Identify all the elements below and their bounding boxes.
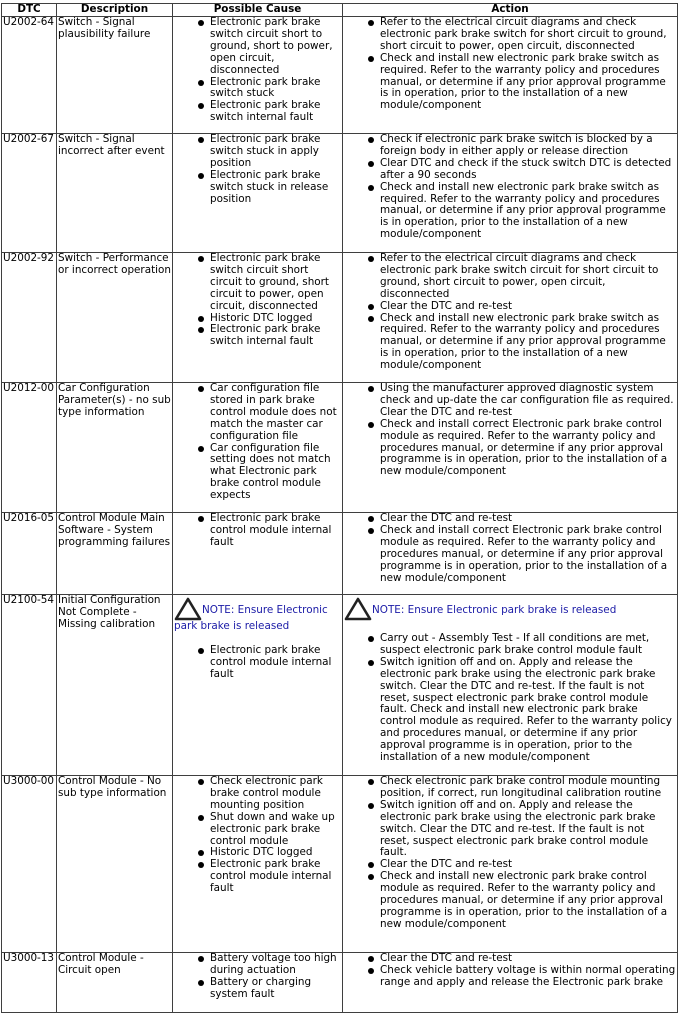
action-cell (343, 953, 678, 1013)
cause-cell (173, 953, 343, 1013)
action-item: Check and install new electronic park brake control module as required. Refer to the warranty policy and procedures manual, or determine if any prior approval programme is in operation, prior to the installation of a new module/component (380, 871, 676, 931)
cause-cell (173, 513, 343, 595)
cause-item: Electronic park brake switch stuck in release position (210, 170, 341, 206)
table-row (2, 134, 678, 253)
header-possible-cause: Possible Cause (173, 4, 343, 17)
action-list (344, 17, 676, 112)
dtc-description: Initial Configuration Not Complete - Missing calibration (57, 595, 173, 776)
cause-item: Electronic park brake switch circuit short circuit to ground, short circuit to power, open circuit, disconnected (210, 253, 341, 313)
action-list (344, 776, 676, 931)
dtc-code: U2002-67 (2, 134, 57, 253)
action-item: Check and install new electronic park brake switch as required. Refer to the warranty policy and procedures manual, or determine if any prior approval programme is in operation, prior to the installation of a new module/component (380, 182, 676, 242)
cause-list (174, 383, 341, 502)
header-dtc: DTC (2, 4, 57, 17)
cause-item: Shut down and wake up electronic park brake control module (210, 812, 341, 848)
warning-triangle-icon (174, 597, 202, 621)
action-note (344, 597, 676, 621)
dtc-description: Control Module Main Software - System programming failures (57, 513, 173, 595)
table-row (2, 776, 678, 953)
action-cell (343, 383, 678, 513)
cause-item: Electronic park brake control module internal fault (210, 513, 341, 549)
cause-item: Electronic park brake control module internal fault (210, 859, 341, 895)
dtc-code: U2016-05 (2, 513, 57, 595)
dtc-description: Control Module - No sub type information (57, 776, 173, 953)
cause-item: Battery voltage too high during actuation (210, 953, 341, 977)
cause-cell (173, 17, 343, 134)
dtc-description: Control Module - Circuit open (57, 953, 173, 1013)
cause-item: Electronic park brake switch internal fault (210, 100, 341, 124)
table-header-row (2, 4, 678, 17)
action-list (344, 383, 676, 478)
action-item: Refer to the electrical circuit diagrams and check electronic park brake switch for short circuit to ground, short circuit to power, open circuit, disconnected (380, 17, 676, 53)
cause-item: Electronic park brake switch circuit short to ground, short to power, open circuit, disconnected (210, 17, 341, 77)
action-cell (343, 595, 678, 776)
dtc-code: U2100-54 (2, 595, 57, 776)
dtc-code: U3000-13 (2, 953, 57, 1013)
cause-cell (173, 383, 343, 513)
dtc-code: U2012-00 (2, 383, 57, 513)
cause-cell (173, 595, 343, 776)
table-row (2, 383, 678, 513)
table-row (2, 17, 678, 134)
cause-list (174, 776, 341, 895)
dtc-code: U3000-00 (2, 776, 57, 953)
action-cell (343, 17, 678, 134)
header-action: Action (343, 4, 678, 17)
cause-item: Electronic park brake control module internal fault (210, 645, 341, 681)
cause-item: Car configuration file setting does not match what Electronic park brake control module expects (210, 443, 341, 503)
action-list (344, 513, 676, 584)
table-row (2, 595, 678, 776)
action-item: Clear the DTC and re-test (380, 859, 676, 871)
cause-list (174, 134, 341, 205)
action-item: Using the manufacturer approved diagnostic system check and up-date the car configuration file as required. Clear the DTC and re-test (380, 383, 676, 419)
action-item: Check and install new electronic park brake switch as required. Refer to the warranty policy and procedures manual, or determine if any prior approval programme is in operation, prior to the installation of a new module/component (380, 53, 676, 113)
cause-item: Historic DTC logged (210, 847, 341, 859)
action-cell (343, 776, 678, 953)
dtc-description: Switch - Signal incorrect after event (57, 134, 173, 253)
cause-list (174, 645, 341, 681)
header-description: Description (57, 4, 173, 17)
table-row (2, 513, 678, 595)
action-list (344, 633, 676, 764)
dtc-description: Car Configuration Parameter(s) - no sub type information (57, 383, 173, 513)
action-cell (343, 513, 678, 595)
cause-note (174, 597, 341, 633)
action-cell (343, 253, 678, 383)
action-item: Check and install new electronic park brake switch as required. Refer to the warranty policy and procedures manual, or determine if any prior approval programme is in operation, prior to the installation of a new module/component (380, 313, 676, 373)
action-item: Carry out - Assembly Test - If all conditions are met, suspect electronic park brake control module fault (380, 633, 676, 657)
action-list (344, 134, 676, 241)
action-note-text: NOTE: Ensure Electronic park brake is released (372, 604, 617, 616)
cause-cell (173, 253, 343, 383)
action-cell (343, 134, 678, 253)
table-row (2, 253, 678, 383)
cause-item: Electronic park brake switch internal fault (210, 324, 341, 348)
dtc-description: Switch - Signal plausibility failure (57, 17, 173, 134)
action-item: Clear the DTC and re-test (380, 301, 676, 313)
action-item: Check vehicle battery voltage is within normal operating range and apply and release the Electronic park brake (380, 963, 676, 988)
dtc-description: Switch - Performance or incorrect operation (57, 253, 173, 383)
warning-triangle-icon (344, 597, 372, 621)
action-item: Switch ignition off and on. Apply and release the electronic park brake using the electronic park brake switch. Clear the DTC and re-test. If the fault is not reset, suspect electronic park brake control module fault. Check and install new electronic park brake control module as required. Refer to the warranty policy and procedures manual, or determine if any prior approval programme is in operation, prior to the installation of a new module/component (380, 657, 676, 764)
action-item: Clear the DTC and re-test (380, 513, 676, 525)
action-item: Check if electronic park brake switch is blocked by a foreign body in either apply or release direction (380, 134, 676, 158)
cause-item: Check electronic park brake control module mounting position (210, 776, 341, 812)
action-list (344, 953, 676, 989)
action-item: Check electronic park brake control module mounting position, if correct, run longitudinal calibration routine (380, 776, 676, 800)
cause-cell (173, 776, 343, 953)
action-list (344, 253, 676, 372)
dtc-code: U2002-92 (2, 253, 57, 383)
table-row (2, 953, 678, 1013)
cause-item: Electronic park brake switch stuck in apply position (210, 134, 341, 170)
action-item: Clear DTC and check if the stuck switch DTC is detected after a 90 seconds (380, 158, 676, 182)
action-item: Clear the DTC and re-test (380, 953, 676, 965)
cause-item: Electronic park brake switch stuck (210, 77, 341, 101)
cause-item: Battery or charging system fault (210, 977, 341, 1001)
cause-note-text: NOTE: Ensure Electronic park brake is released (174, 604, 328, 632)
dtc-code: U2002-64 (2, 17, 57, 134)
action-item: Refer to the electrical circuit diagrams and check electronic park brake switch circuit for short circuit to ground, short circuit to power, open circuit, disconnected (380, 253, 676, 301)
action-item: Check and install correct Electronic park brake control module as required. Refer to the warranty policy and procedures manual, or determine if any prior approval programme is in operation, prior to the installation of a new module/component (380, 525, 676, 585)
action-item: Switch ignition off and on. Apply and release the electronic park brake using the electronic park brake switch. Clear the DTC and re-test. If the fault is not reset, suspect electronic park brake control module fault. (380, 800, 676, 860)
cause-list (174, 953, 341, 1001)
cause-item: Historic DTC logged (210, 313, 341, 325)
cause-cell (173, 134, 343, 253)
cause-list (174, 17, 341, 124)
cause-item: Car configuration file stored in park brake control module does not match the master car configuration file (210, 383, 341, 443)
cause-list (174, 253, 341, 348)
cause-list (174, 513, 341, 549)
action-item: Check and install correct Electronic park brake control module as required. Refer to the warranty policy and procedures manual, or determine if any prior approval programme is in operation, prior to the installation of a new module/component (380, 419, 676, 479)
dtc-table (1, 3, 678, 1013)
